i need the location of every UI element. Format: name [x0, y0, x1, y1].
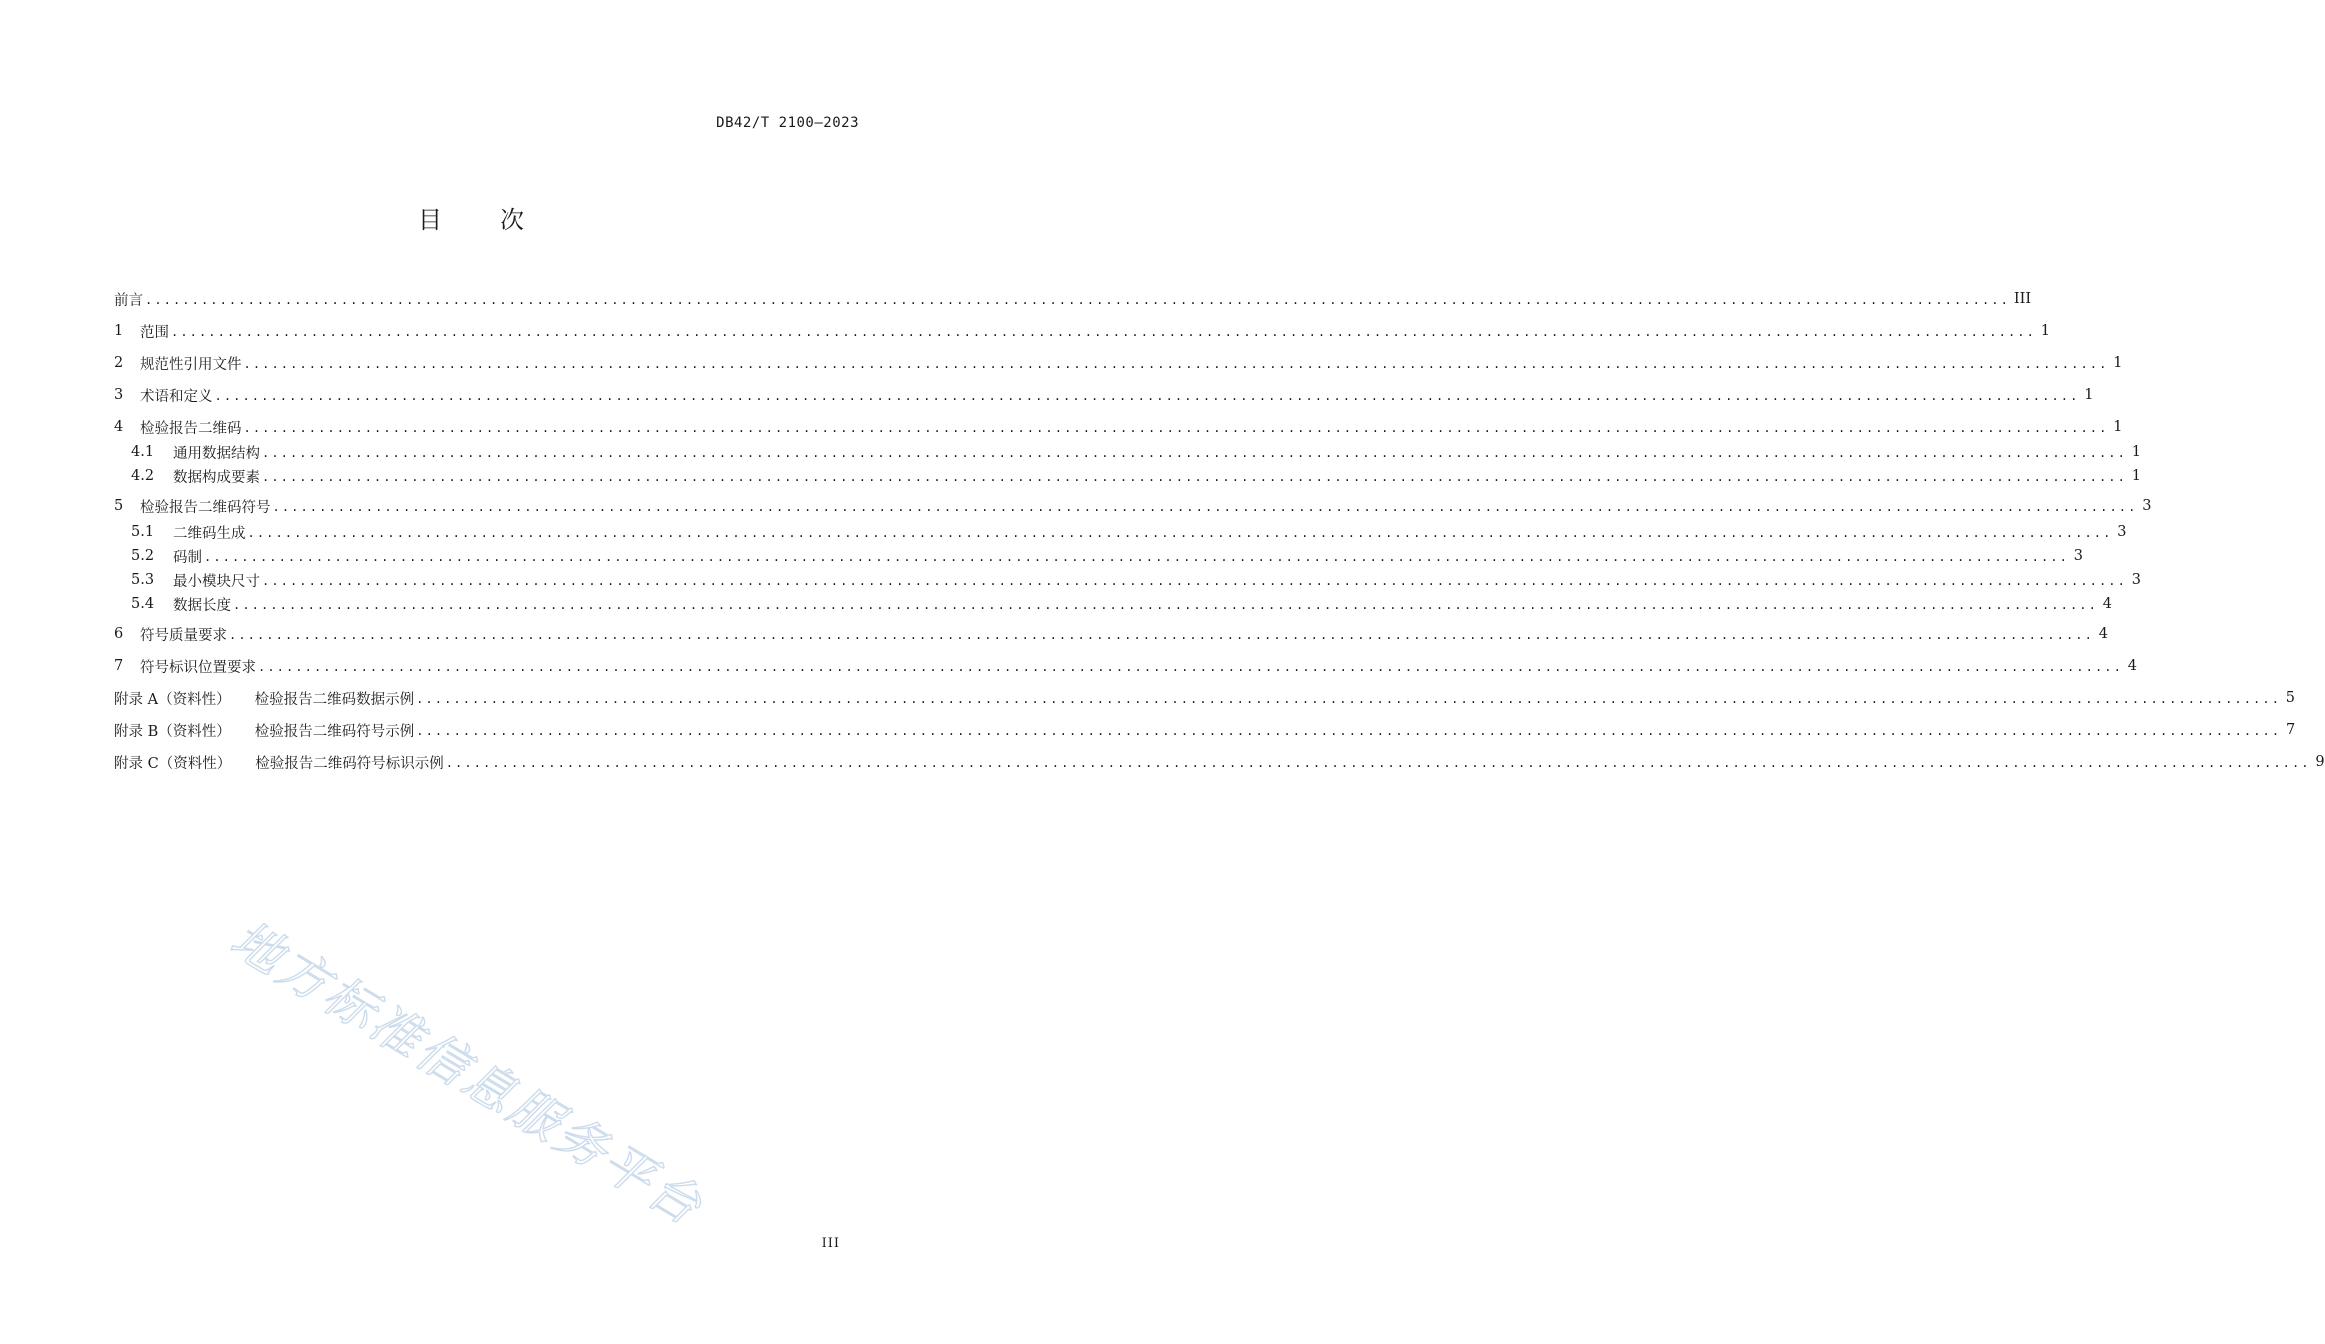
toc-entry-number: 5 [114, 498, 124, 514]
toc-dot-leader: ........................................................................................................................................................................................................ [204, 550, 2069, 564]
toc-dot-leader: ........................................................................................................................................................................................................ [258, 660, 2123, 674]
toc-entry[interactable] [114, 719, 2296, 741]
toc-dot-leader: ........................................................................................................................................................................................................ [243, 357, 2109, 371]
toc-page-number: 4 [2102, 596, 2112, 612]
toc-entry[interactable] [114, 384, 2094, 406]
toc-entry-title: 符号标识位置要求 [140, 659, 256, 676]
toc-annex-label: 附录 A（资料性） [114, 691, 231, 708]
toc-page-number: 3 [2131, 572, 2141, 588]
toc-entry-title: 符号质量要求 [140, 627, 227, 644]
title-char-1: 目 [418, 206, 450, 234]
toc-entry-number: 3 [114, 387, 124, 403]
toc-entry-title: 检验报告二维码数据示例 [254, 691, 415, 708]
title-char-2: 次 [500, 206, 532, 234]
toc-page-number: 3 [2117, 524, 2127, 540]
toc-entry-number: 6 [114, 626, 124, 642]
toc-entry-title: 二维码生成 [173, 525, 246, 542]
toc-entry[interactable] [114, 320, 2050, 342]
toc-dot-leader: ........................................................................................................................................................................................................ [262, 470, 2127, 484]
toc-entry-title: 检验报告二维码符号 [140, 499, 271, 516]
toc-entry-title: 检验报告二维码符号示例 [254, 723, 415, 740]
toc-page-number: 9 [2315, 754, 2325, 770]
toc-page-number: 1 [2040, 323, 2050, 339]
toc-entry[interactable] [114, 545, 2083, 567]
toc-entry-title: 规范性引用文件 [140, 356, 242, 373]
toc-dot-leader: ........................................................................................................................................................................................................ [262, 574, 2127, 588]
toc-entry[interactable] [114, 751, 2325, 773]
toc-dot-leader: ........................................................................................................................................................................................................ [233, 598, 2098, 612]
standard-code: DB42/T 2100—2023 [716, 115, 859, 131]
toc-entry-number: 7 [114, 658, 124, 674]
toc-entry-number: 5.1 [131, 524, 155, 540]
toc-page-number: 1 [2131, 468, 2141, 484]
toc-dot-leader: ........................................................................................................................................................................................................ [247, 526, 2113, 540]
toc-entry-title: 最小模块尺寸 [173, 573, 260, 590]
toc-entry[interactable] [114, 288, 2032, 310]
toc-page-number: 5 [2285, 690, 2296, 706]
watermark: 地方标准信息服务平台 [221, 909, 714, 1238]
toc-entry[interactable] [114, 623, 2108, 645]
toc-entry[interactable] [114, 655, 2137, 677]
toc-entry-title: 通用数据结构 [173, 445, 260, 462]
toc-entry-title: 检验报告二维码 [140, 420, 242, 437]
toc-dot-leader: ........................................................................................................................................................................................................ [445, 756, 2311, 770]
toc-dot-leader: ........................................................................................................................................................................................................ [243, 421, 2109, 435]
toc-dot-leader: ........................................................................................................................................................................................................ [416, 692, 2282, 706]
toc-entry-title: 检验报告二维码符号标识示例 [255, 755, 444, 772]
toc-entry[interactable] [114, 352, 2123, 374]
toc-page-number: 4 [2127, 658, 2137, 674]
toc-entry-number: 4 [114, 419, 124, 435]
toc-page-number: III [2013, 291, 2032, 307]
toc-entry-title: 前言 [114, 292, 143, 309]
toc-entry-title: 术语和定义 [140, 388, 213, 405]
toc-entry[interactable] [114, 593, 2112, 615]
toc-dot-leader: ........................................................................................................................................................................................................ [171, 325, 2036, 339]
toc-annex-label: 附录 B（资料性） [114, 723, 231, 740]
toc-page-number: 3 [2142, 498, 2152, 514]
page-title [0, 200, 950, 235]
toc-page-number: 1 [2113, 419, 2123, 435]
toc-entry-number: 5.4 [131, 596, 155, 612]
toc-page-number: 1 [2113, 355, 2123, 371]
toc-entry-number: 5.3 [131, 572, 155, 588]
toc-dot-leader: ........................................................................................................................................................................................................ [262, 446, 2127, 460]
toc-entry[interactable] [114, 521, 2127, 543]
toc-entry-number: 4.2 [131, 468, 155, 484]
toc-page-number: 1 [2084, 387, 2094, 403]
toc-page-number: 1 [2131, 444, 2141, 460]
toc-entry[interactable] [114, 416, 2123, 438]
toc-page-number: 4 [2098, 626, 2108, 642]
toc-page-number: 7 [2285, 722, 2296, 738]
toc-entry-title: 范围 [140, 324, 169, 341]
toc-dot-leader: ........................................................................................................................................................................................................ [229, 628, 2094, 642]
toc-entry-number: 4.1 [131, 444, 155, 460]
toc-entry[interactable] [114, 569, 2141, 591]
toc-dot-leader: ........................................................................................................................................................................................................ [416, 724, 2282, 738]
toc-entry[interactable] [114, 495, 2152, 517]
toc-dot-leader: ........................................................................................................................................................................................................ [272, 500, 2138, 514]
toc-dot-leader: ........................................................................................................................................................................................................ [214, 389, 2080, 403]
toc-entry-title: 码制 [173, 549, 202, 566]
toc-entry-number: 5.2 [131, 548, 155, 564]
toc-dot-leader: ........................................................................................................................................................................................................ [145, 293, 2010, 307]
toc-annex-label: 附录 C（资料性） [114, 755, 232, 772]
toc-entry[interactable] [114, 441, 2141, 463]
toc-entry-title: 数据构成要素 [173, 469, 260, 486]
toc-entry-title: 数据长度 [173, 597, 231, 614]
toc-entry[interactable] [114, 687, 2296, 709]
toc-entry-number: 2 [114, 355, 124, 371]
toc-entry-number: 1 [114, 323, 124, 339]
footer-page-number: III [821, 1236, 840, 1251]
toc-entry[interactable] [114, 465, 2141, 487]
toc-page-number: 3 [2073, 548, 2083, 564]
